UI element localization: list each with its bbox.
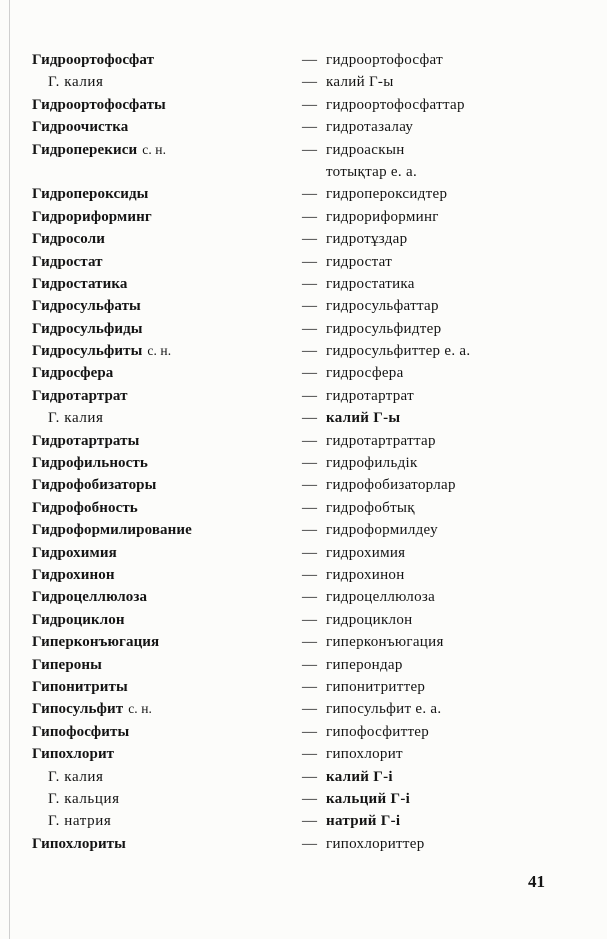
translation-text: калий Г-ы [326, 74, 394, 91]
entry-row [32, 139, 592, 184]
entry-translation [302, 139, 405, 161]
entry-translation [302, 631, 444, 653]
entry-translation [302, 766, 393, 788]
term-text: Гидроортофосфаты [32, 96, 166, 113]
entry-translation [302, 676, 425, 698]
subentry-term [48, 788, 120, 810]
subentry-term [48, 71, 104, 93]
entry-row [32, 676, 592, 698]
translation-continuation: тотықтар е. а. [326, 163, 417, 180]
translation-text: гидросульфидтер [326, 320, 442, 337]
term-text: Гидроортофосфат [32, 52, 155, 68]
entry-row [32, 631, 592, 653]
entry-row [32, 788, 592, 810]
entry-translation [302, 721, 429, 743]
term-text: Г. калия [48, 410, 104, 427]
entry-translation [302, 654, 403, 676]
translation-text: гипосульфит е. а. [326, 701, 442, 718]
entry-row [32, 273, 592, 295]
term-text: Г. калия [48, 74, 104, 91]
translation-text: гидроортофосфат [326, 52, 443, 68]
entry-dash: — [302, 275, 318, 292]
term-text: Гидротартрат [32, 387, 128, 404]
entry-dash: — [302, 119, 318, 136]
entry-row [32, 743, 592, 765]
entry-translation [302, 474, 456, 496]
entry-term [32, 654, 102, 676]
term-text: Гидроочистка [32, 119, 129, 136]
entry-dash: — [302, 298, 318, 315]
term-text: Гиперконъюгация [32, 634, 160, 651]
subentry-term [48, 810, 111, 832]
entry-row [32, 542, 592, 564]
entry-dash: — [302, 96, 318, 113]
entry-term [32, 183, 148, 205]
scan-edge-line [9, 0, 10, 939]
term-text: Гидрохинон [32, 567, 115, 583]
term-text: Гипонитриты [32, 678, 128, 695]
entry-dash: — [302, 611, 318, 628]
term-text: Гидроформилирование [32, 522, 192, 539]
entry-term [32, 721, 129, 743]
translation-text: калий Г-ы [326, 410, 401, 427]
translation-text: гипофосфиттер [326, 723, 430, 740]
translation-text: гидроформилдеу [326, 522, 438, 539]
entry-dash: — [302, 231, 318, 248]
term-text: Гидросоли [32, 231, 105, 248]
entry-translation [302, 340, 470, 362]
entry-row [32, 430, 592, 452]
entry-translation [302, 564, 405, 586]
entry-translation [302, 743, 403, 765]
translation-text: гипонитриттер [326, 678, 426, 695]
term-text: Г. кальция [48, 790, 120, 807]
entry-term [32, 519, 192, 541]
entry-row [32, 251, 592, 273]
entry-dash: — [302, 477, 318, 494]
entry-dash: — [302, 835, 318, 852]
entry-translation [302, 251, 392, 273]
entry-dash: — [302, 567, 318, 583]
term-text: Гидрофильность [32, 455, 148, 472]
entry-term [32, 452, 148, 474]
term-text: Гидросульфаты [32, 298, 141, 315]
entry-term [32, 833, 126, 855]
entry-translation [302, 362, 404, 384]
term-text: Гипосульфит [32, 701, 124, 718]
entry-term [32, 251, 103, 273]
entry-dash: — [302, 723, 318, 740]
translation-text: гиперконъюгация [326, 634, 444, 651]
entry-term [32, 139, 166, 161]
entry-row [32, 452, 592, 474]
translation-text: гидрориформинг [326, 208, 439, 225]
translation-text: гидростат [326, 253, 393, 270]
entry-row [32, 385, 592, 407]
term-text: Гидрофобность [32, 499, 138, 516]
term-text: Гидросульфиды [32, 320, 143, 337]
term-text: Гидротартраты [32, 432, 140, 449]
entry-row [32, 564, 592, 586]
entry-dash: — [302, 701, 318, 718]
entry-term [32, 318, 143, 340]
translation-text: натрий Г-і [326, 813, 401, 830]
entry-row [32, 609, 592, 631]
entry-row [32, 362, 592, 384]
subentry-term [48, 766, 104, 788]
translation-text: гидротартрат [326, 387, 414, 404]
translation-text: гидроциклон [326, 611, 413, 628]
translation-text: кальций Г-і [326, 790, 411, 807]
entry-term [32, 743, 114, 765]
entry-translation [302, 318, 441, 340]
entry-dash: — [302, 813, 318, 830]
entry-translation [302, 71, 394, 93]
entry-translation [302, 94, 465, 116]
entry-row [32, 318, 592, 340]
term-text: Гидрофобизаторы [32, 477, 157, 494]
entry-dash: — [302, 74, 318, 91]
entry-dash: — [302, 544, 318, 561]
subentry-term [48, 407, 104, 429]
entry-translation [302, 273, 415, 295]
entry-row [32, 295, 592, 317]
term-text: Гидроцеллюлоза [32, 589, 148, 606]
entry-term [32, 49, 154, 71]
entry-translation [302, 430, 436, 452]
translation-text: гидроортофосфаттар [326, 96, 465, 113]
translation-text: гидросульфаттар [326, 298, 439, 315]
entry-translation [302, 788, 410, 810]
entry-row [32, 183, 592, 205]
entry-translation [302, 295, 439, 317]
entry-dash: — [302, 52, 318, 68]
term-text: Г. натрия [48, 813, 112, 830]
translation-text: гиперондар [326, 656, 403, 673]
term-text: Гидростат [32, 253, 103, 270]
translation-text: гидрофобизаторлар [326, 477, 456, 494]
term-text: Гипофосфиты [32, 723, 130, 740]
translation-text: гидрофобтық [326, 499, 415, 516]
translation-text: гидросульфиттер е. а. [326, 343, 471, 360]
translation-text: гидрофильдік [326, 455, 418, 472]
term-text: Гипероны [32, 656, 102, 673]
entry-dash: — [302, 790, 318, 807]
entry-term [32, 609, 125, 631]
entry-translation [302, 116, 413, 138]
entry-term [32, 497, 138, 519]
term-note: с. н. [147, 343, 172, 359]
entry-dash: — [302, 141, 318, 158]
term-text: Г. калия [48, 768, 104, 785]
entry-row [32, 497, 592, 519]
entry-translation [302, 810, 400, 832]
entry-translation [302, 452, 418, 474]
entry-dash: — [302, 343, 318, 360]
entry-term [32, 631, 159, 653]
term-text: Гидросульфиты [32, 343, 143, 360]
term-text: Гидростатика [32, 275, 128, 292]
term-text: Гидропероксиды [32, 186, 149, 203]
dictionary-entries [32, 49, 592, 855]
entry-dash: — [302, 455, 318, 472]
entry-dash: — [302, 253, 318, 270]
entry-dash: — [302, 432, 318, 449]
entry-dash: — [302, 656, 318, 673]
translation-text: гидротазалау [326, 119, 414, 136]
entry-row [32, 94, 592, 116]
entry-translation [302, 228, 407, 250]
entry-term [32, 94, 166, 116]
entry-term [32, 116, 128, 138]
entry-term [32, 206, 152, 228]
entry-translation [302, 542, 405, 564]
term-text: Гипохлорит [32, 746, 115, 763]
entry-row [32, 698, 592, 720]
entry-dash: — [302, 678, 318, 695]
entry-term [32, 542, 117, 564]
entry-term [32, 362, 113, 384]
translation-text: гидропероксидтер [326, 186, 448, 203]
entry-term [32, 340, 171, 362]
entry-dash: — [302, 746, 318, 763]
entry-translation [302, 519, 438, 541]
translation-text: гидроцеллюлоза [326, 589, 436, 606]
entry-dash: — [302, 320, 318, 337]
entry-dash: — [302, 365, 318, 382]
entry-row [32, 340, 592, 362]
entry-translation [302, 183, 447, 205]
entry-row [32, 586, 592, 608]
entry-row [32, 654, 592, 676]
term-text: Гидроциклон [32, 611, 125, 628]
entry-row [32, 116, 592, 138]
entry-term [32, 385, 128, 407]
page-number: 41 [528, 872, 545, 891]
entry-row [32, 228, 592, 250]
term-note: с. н. [128, 701, 153, 717]
term-text: Гидроперекиси [32, 141, 138, 158]
entry-term [32, 474, 156, 496]
entry-term [32, 430, 139, 452]
entry-translation [302, 385, 414, 407]
entry-row [32, 407, 592, 429]
entry-term [32, 698, 152, 720]
entry-row [32, 71, 592, 93]
entry-term [32, 676, 128, 698]
entry-dash: — [302, 410, 318, 427]
entry-dash: — [302, 387, 318, 404]
term-text: Гидрохимия [32, 544, 117, 561]
entry-term [32, 295, 141, 317]
term-text: Гидросфера [32, 365, 114, 382]
translation-text: гидротартраттар [326, 432, 436, 449]
entry-row [32, 766, 592, 788]
entry-row [32, 206, 592, 228]
entry-dash: — [302, 522, 318, 539]
translation-text: гидрохимия [326, 544, 406, 561]
term-text: Гидрориформинг [32, 208, 152, 225]
entry-translation [302, 206, 439, 228]
entry-row [32, 474, 592, 496]
entry-dash: — [302, 768, 318, 785]
entry-term [32, 586, 147, 608]
entry-translation [302, 49, 443, 71]
entry-translation [302, 497, 415, 519]
entry-dash: — [302, 499, 318, 516]
entry-dash: — [302, 186, 318, 203]
translation-text: калий Г-і [326, 768, 393, 785]
entry-term [32, 564, 115, 586]
entry-translation [302, 407, 400, 429]
entry-translation [302, 698, 441, 720]
translation-text: гидростатика [326, 275, 415, 292]
entry-translation [302, 609, 412, 631]
term-note: с. н. [142, 141, 167, 157]
entry-row [32, 721, 592, 743]
entry-row [32, 519, 592, 541]
translation-text: гидросфера [326, 365, 404, 382]
entry-translation [302, 586, 435, 608]
entry-row [32, 49, 592, 71]
entry-row [32, 833, 592, 855]
entry-dash: — [302, 634, 318, 651]
translation-text: гипохлорит [326, 746, 403, 763]
translation-text: гидроаскын [326, 141, 405, 158]
term-text: Гипохлориты [32, 835, 126, 852]
entry-row [32, 810, 592, 832]
entry-dash: — [302, 208, 318, 225]
entry-dash: — [302, 589, 318, 606]
entry-term [32, 273, 128, 295]
translation-text: гипохлориттер [326, 835, 425, 852]
entry-translation [302, 833, 425, 855]
translation-text: гидрохинон [326, 567, 405, 583]
translation-text: гидротұздар [326, 231, 408, 248]
entry-term [32, 228, 105, 250]
